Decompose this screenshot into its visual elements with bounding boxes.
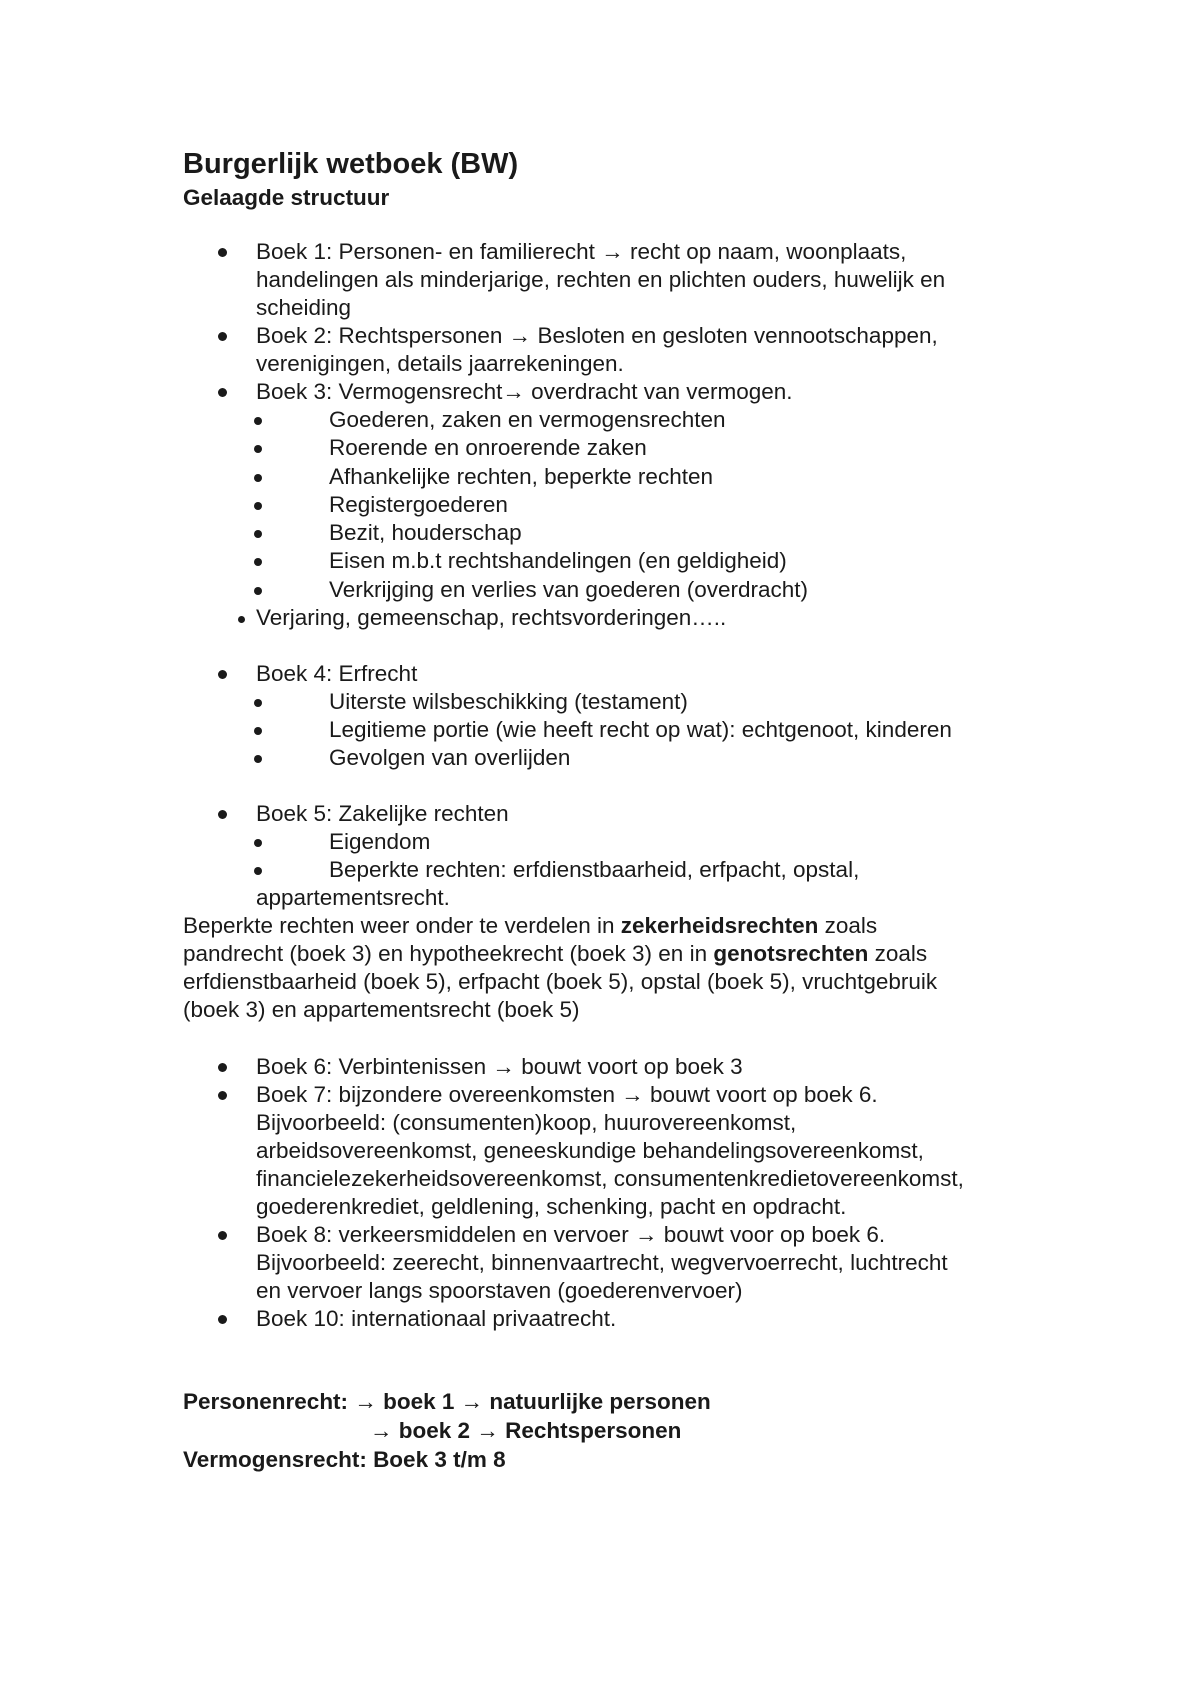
list-item-boek-4: Boek 4: Erfrecht [256,661,418,686]
boek-7-line: Bijvoorbeeld: (consumenten)koop, huurovereenkomst, [256,1110,797,1135]
paragraph-text: pandrecht (boek 3) en hypotheekrecht (boek 3) en in [183,941,714,966]
bullet-dot [218,388,227,397]
paragraph-line: (boek 3) en appartementsrecht (boek 5) [183,997,580,1022]
boek-2-line-2: verenigingen, details jaarrekeningen. [256,351,624,376]
summary-boek-1: boek 1 [383,1389,455,1414]
bullet-dot [254,558,262,566]
summary-label: Personenrecht: [183,1389,349,1414]
bullet-dot [218,670,227,679]
boek-1-line-3: scheiding [256,295,352,320]
boek-2-rest: Besloten en gesloten vennootschappen, [537,323,938,348]
boek-1-rest: recht op naam, woonplaats, [629,239,907,264]
boek-4-item: Gevolgen van overlijden [329,745,571,770]
bullet-dot [254,474,262,482]
bullet-dot [254,839,262,847]
bullet-dot [218,1231,227,1240]
boek-1-line-2: handelingen als minderjarige, rechten en plichten ouders, huwelijk en [256,267,946,292]
paragraph-text: Beperkte rechten weer onder te verdelen in [183,913,621,938]
boek-3-item: Roerende en onroerende zaken [329,435,647,460]
arrow-icon: → [621,1082,644,1107]
boek-6-rest: bouwt voort op boek 3 [521,1054,743,1079]
bullet-dot [218,332,227,341]
boek-7-line: goederenkrediet, geldlening, schenking, pacht en opdracht. [256,1194,847,1219]
summary-natuurlijke: natuurlijke personen [489,1389,711,1414]
list-item-boek-6 [256,1053,743,1081]
bullet-dot [218,810,227,819]
summary-personenrecht [183,1388,711,1416]
bullet-dot [254,417,262,425]
list-item-boek-5: Boek 5: Zakelijke rechten [256,801,509,826]
boek-3-rest: overdracht van vermogen. [531,379,793,404]
list-item-boek-1 [256,238,906,266]
list-item-boek-2 [256,322,938,350]
boek-1-lead: Boek 1: Personen- en familierecht [256,239,595,264]
paragraph-text: zoals [818,913,878,938]
boek-3-lead: Boek 3: Vermogensrecht [256,379,503,404]
bullet-dot [254,502,262,510]
boek-3-item: Bezit, houderschap [329,520,522,545]
boek-8-lead: Boek 8: verkeersmiddelen en vervoer [256,1222,629,1247]
boek-2-lead: Boek 2: Rechtspersonen [256,323,503,348]
list-item-boek-10: Boek 10: internationaal privaatrecht. [256,1306,617,1331]
summary-rechtspersonen-label: Rechtspersonen [505,1418,682,1443]
arrow-icon: → [634,1222,658,1247]
paragraph-text: zoals [868,941,928,966]
paragraph-line [183,912,877,940]
list-item-boek-8 [256,1221,885,1249]
arrow-icon: → [492,1054,515,1079]
paragraph-line [183,940,927,968]
list-item-boek-7 [256,1081,878,1109]
boek-5-continuation: appartementsrecht. [256,885,450,910]
boek-8-line: Bijvoorbeeld: zeerecht, binnenvaartrecht, wegvervoerrecht, luchtrecht [256,1250,948,1275]
boek-3-item: Goederen, zaken en vermogensrechten [329,407,726,432]
boek-6-lead: Boek 6: Verbintenissen [256,1054,487,1079]
summary-rechtspersonen [370,1417,681,1445]
paragraph-emphasis: genotsrechten [713,941,869,966]
arrow-icon: → [354,1389,377,1414]
boek-3-extra: Verjaring, gemeenschap, rechtsvorderingen….. [256,605,727,630]
boek-8-line: en vervoer langs spoorstaven (goederenvervoer) [256,1278,743,1303]
boek-4-item: Legitieme portie (wie heeft recht op wat): echtgenoot, kinderen [329,717,952,742]
arrow-icon: → [601,239,624,264]
bullet-dot [254,727,262,735]
bullet-dot [254,755,262,763]
bullet-dot [254,699,262,707]
boek-3-item: Registergoederen [329,492,508,517]
boek-3-item: Verkrijging en verlies van goederen (overdracht) [329,577,809,602]
summary-vermogensrecht: Vermogensrecht: Boek 3 t/m 8 [183,1447,506,1472]
bullet-dot [254,587,262,595]
boek-7-rest: bouwt voort op boek 6. [650,1082,878,1107]
arrow-icon: → [476,1418,499,1443]
boek-3-item: Afhankelijke rechten, beperkte rechten [329,464,713,489]
boek-7-lead: Boek 7: bijzondere overeenkomsten [256,1082,615,1107]
arrow-icon: → [370,1418,393,1443]
list-item-boek-3 [256,378,793,406]
arrow-icon: → [502,379,525,404]
bullet-dot [218,1063,227,1072]
bullet-dot [254,445,262,453]
boek-5-item: Beperkte rechten: erfdienstbaarheid, erfpacht, opstal, [329,857,860,882]
paragraph-emphasis: zekerheidsrechten [620,913,819,938]
summary-boek-2: boek 2 [398,1418,471,1443]
boek-5-item: Eigendom [329,829,431,854]
bullet-dot [218,248,227,257]
boek-3-item: Eisen m.b.t rechtshandelingen (en geldigheid) [329,548,787,573]
bullet-dot [238,616,245,623]
bullet-dot [218,1315,227,1324]
boek-7-line: arbeidsovereenkomst, geneeskundige behandelingsovereenkomst, [256,1138,924,1163]
paragraph-line: erfdienstbaarheid (boek 5), erfpacht (boek 5), opstal (boek 5), vruchtgebruik [183,969,938,994]
document-title: Burgerlijk wetboek (BW) [183,148,519,180]
boek-8-rest: bouwt voor op boek 6. [663,1222,886,1247]
arrow-icon: → [460,1389,484,1414]
boek-7-line: financielezekerheidsovereenkomst, consumentenkredietovereenkomst, [256,1166,964,1191]
bullet-dot [254,530,262,538]
bullet-dot [218,1091,227,1100]
arrow-icon: → [508,323,532,348]
bullet-dot [254,867,262,875]
boek-4-item: Uiterste wilsbeschikking (testament) [329,689,688,714]
document-subtitle: Gelaagde structuur [183,185,390,210]
